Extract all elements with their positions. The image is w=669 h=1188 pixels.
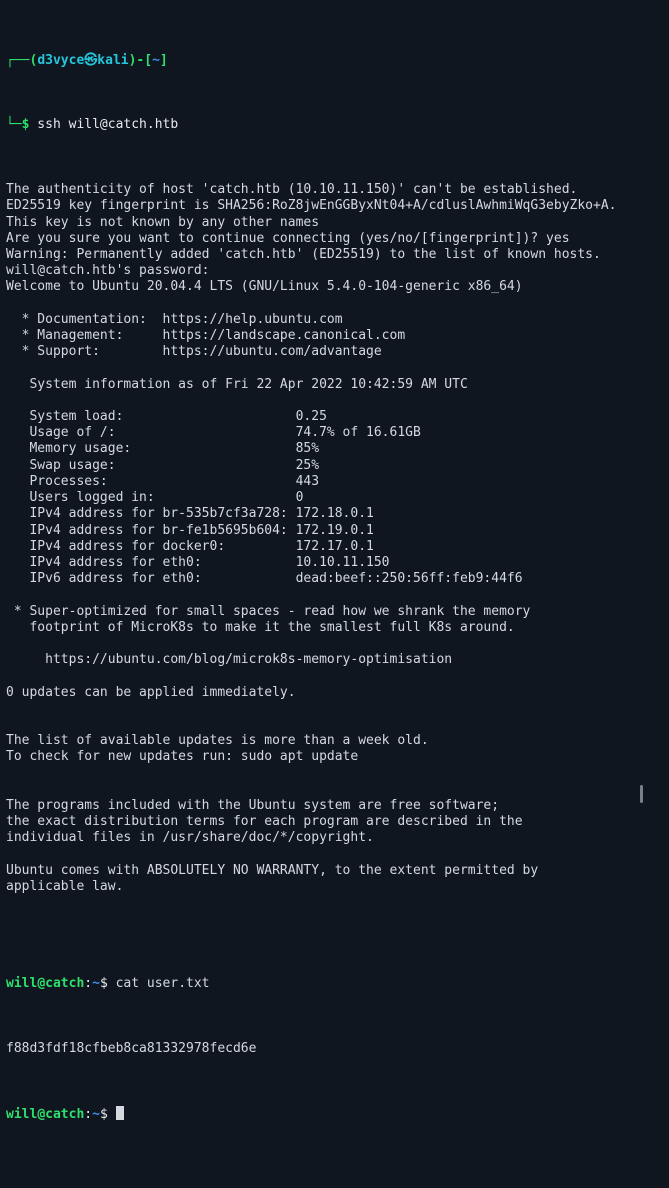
scrollbar[interactable]	[638, 0, 644, 805]
output-line: To check for new updates run: sudo apt update	[6, 749, 359, 765]
output-line: System information as of Fri 22 Apr 2022 10:42:59 AM UTC	[6, 376, 468, 392]
prompt-separator-icon: ㉿	[84, 52, 98, 68]
output-line: System load: 0.25	[6, 409, 327, 425]
output-line: Welcome to Ubuntu 20.04.4 LTS (GNU/Linux 5.4.0-104-generic x86_64)	[6, 279, 523, 295]
remote-path-1: ~	[92, 976, 100, 992]
remote-at-1: @	[37, 976, 46, 992]
output-line: Users logged in: 0	[6, 490, 304, 506]
output-line: applicable law.	[6, 878, 124, 894]
output-line: Warning: Permanently added 'catch.htb' (ED25519) to the list of known hosts.	[6, 247, 601, 263]
ssh-session-output	[6, 182, 638, 927]
remote-dollar-1: $	[99, 976, 108, 992]
output-blank-line	[6, 847, 638, 863]
output-line: Usage of /: 74.7% of 16.61GB	[6, 425, 421, 441]
output-line: Swap usage: 25%	[6, 457, 320, 473]
prompt-open-paren: ┌──(	[6, 52, 38, 68]
output-line: * Super-optimized for small spaces - read how we shrank the memory	[6, 603, 531, 619]
prompt-close-paren: )-[	[128, 52, 153, 68]
output-line: individual files in /usr/share/doc/*/copyright.	[6, 830, 374, 846]
output-line: The programs included with the Ubuntu system are free software;	[6, 797, 500, 813]
output-line: 0 updates can be applied immediately.	[6, 684, 296, 700]
output-line: footprint of MicroK8s to make it the smallest full K8s around.	[6, 619, 515, 635]
output-blank-line	[6, 296, 638, 312]
output-line: Processes: 443	[6, 473, 320, 489]
output-blank-line	[6, 360, 638, 376]
output-line: IPv6 address for eth0: dead:beef::250:56ff:feb9:44f6	[6, 571, 523, 587]
prompt-local-user: d3vyce	[37, 52, 85, 68]
prompt-path-close: ]	[159, 52, 168, 68]
output-blank-line	[6, 717, 638, 733]
output-blank-line	[6, 911, 638, 927]
output-line: Ubuntu comes with ABSOLUTELY NO WARRANTY, to the extent permitted by	[6, 862, 539, 878]
remote-host-1: catch	[45, 976, 85, 992]
output-blank-line	[6, 895, 638, 911]
local-prompt-line-2	[6, 117, 638, 133]
output-line: the exact distribution terms for each program are described in the	[6, 814, 523, 830]
scrollbar-thumb[interactable]	[640, 785, 643, 803]
prompt-corner-icon: └─	[6, 117, 22, 133]
output-blank-line	[6, 393, 638, 409]
remote-command-2	[108, 1107, 116, 1122]
output-blank-line	[6, 782, 638, 798]
remote-user-2: will	[6, 1106, 38, 1122]
remote-user-1: will	[6, 976, 38, 992]
output-line: * Documentation: https://help.ubuntu.com	[6, 311, 343, 327]
output-line: The list of available updates is more than a week old.	[6, 733, 429, 749]
output-line: * Management: https://landscape.canonical.com	[6, 328, 406, 344]
output-line: https://ubuntu.com/blog/microk8s-memory-optimisation	[6, 652, 453, 668]
output-line: Are you sure you want to continue connecting (yes/no/[fingerprint])? yes	[6, 230, 570, 246]
remote-command-1: cat user.txt	[107, 976, 210, 992]
output-line: Memory usage: 85%	[6, 441, 320, 457]
output-line: ED25519 key fingerprint is SHA256:RoZ8jwEnGGByxNt04+A/cdluslAwhmiWqG3ebyZko+A.	[6, 198, 617, 214]
remote-host-2: catch	[45, 1106, 85, 1122]
output-blank-line	[6, 587, 638, 603]
remote-colon-1: :	[84, 976, 93, 992]
text-cursor	[116, 1106, 124, 1120]
remote-prompt-line-2	[6, 1106, 638, 1123]
output-line: * Support: https://ubuntu.com/advantage	[6, 344, 382, 360]
remote-prompt-line-1	[6, 976, 638, 992]
prompt-local-path: ~	[152, 52, 160, 68]
output-blank-line	[6, 766, 638, 782]
output-line: IPv4 address for eth0: 10.10.11.150	[6, 554, 390, 570]
output-line: IPv4 address for br-fe1b5695b604: 172.19.0.1	[6, 522, 374, 538]
command-output-user-flag: f88d3fdf18cfbeb8ca81332978fecd6e	[6, 1041, 257, 1056]
output-line: The authenticity of host 'catch.htb (10.10.11.150)' can't be established.	[6, 182, 578, 198]
prompt-dollar-sign: $	[21, 117, 30, 133]
output-line: will@catch.htb's password:	[6, 263, 210, 279]
remote-colon-2: :	[84, 1106, 93, 1122]
local-prompt-line-1	[6, 53, 638, 69]
local-command-text: ssh will@catch.htb	[29, 117, 179, 133]
remote-at-2: @	[37, 1106, 46, 1122]
output-blank-line	[6, 701, 638, 717]
output-blank-line	[6, 636, 638, 652]
prompt-local-host: kali	[97, 52, 129, 68]
remote-path-2: ~	[92, 1106, 100, 1122]
output-line: This key is not known by any other names	[6, 214, 320, 230]
output-blank-line	[6, 668, 638, 684]
output-line: IPv4 address for br-535b7cf3a728: 172.18.0.1	[6, 506, 374, 522]
output-line: IPv4 address for docker0: 172.17.0.1	[6, 538, 374, 554]
remote-dollar-2: $	[99, 1106, 108, 1122]
